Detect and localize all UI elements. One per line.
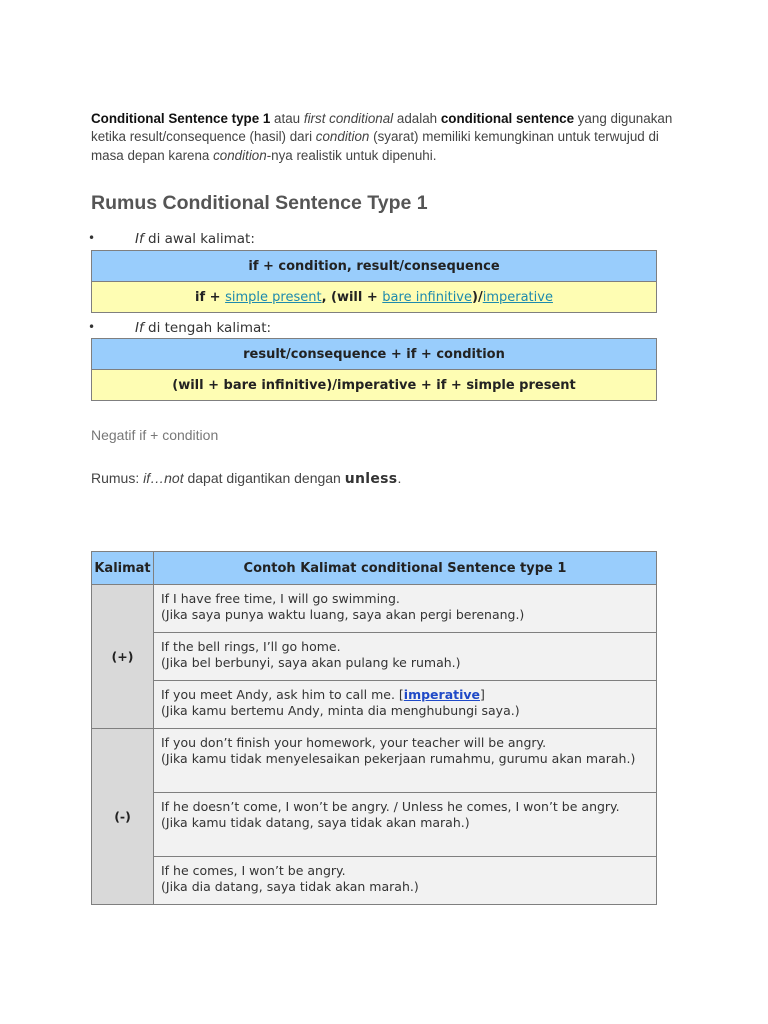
table-row [92,585,657,633]
bullet-dot: • [88,320,96,334]
example-cell: If I have free time, I will go swimming. (Jika saya punya waktu luang, saya akan pergi berenang.) [154,585,657,633]
table-row [92,793,657,857]
examples-header-row [92,552,657,585]
formula-header-row [92,339,657,370]
example-cell: If you meet Andy, ask him to call me. [imperative] (Jika kamu bertemu Andy, minta dia menghubungi saya.) [154,681,657,729]
bare-infinitive-link[interactable]: bare infinitive [382,289,472,305]
table-row [92,681,657,729]
bullet-text: If di awal kalimat: [135,231,255,247]
term-condition-2: condition [213,147,267,163]
examples-table [91,551,657,905]
example-cell: If you don’t finish your homework, your teacher will be angry. (Jika kamu tidak menyelesaikan pekerjaan rumahmu, gurumu akan marah.) [154,729,657,793]
example-cell: If he comes, I won’t be angry. (Jika dia datang, saya tidak akan marah.) [154,857,657,905]
section-heading: Rumus Conditional Sentence Type 1 [91,192,428,214]
formula-body-cell: if + simple present, (will + bare infinitive)/imperative [92,282,657,313]
simple-present-link[interactable]: simple present [225,289,322,305]
formula-body-cell: (will + bare infinitive)/imperative + if + simple present [92,370,657,401]
formula-table-if-first [91,250,657,313]
header-kalimat: Kalimat [92,552,154,585]
group-positive: (+) [92,585,154,729]
imperative-example-link[interactable]: imperative [403,687,481,702]
term-conditional-type-1: Conditional Sentence type 1 [91,111,271,126]
formula-body-row [92,370,657,401]
formula-table-if-middle [91,338,657,401]
formula-header-cell: if + condition, result/consequence [92,251,657,282]
negatif-label: Negatif if + condition [91,427,219,443]
term-conditional-sentence: conditional sentence [440,111,575,126]
rumus-unless-line: Rumus: if…not dapat digantikan dengan unless. [91,470,402,487]
formula-header-row [92,251,657,282]
term-first-conditional: first conditional [303,111,394,126]
formula-header-cell: result/consequence + if + condition [92,339,657,370]
table-row [92,857,657,905]
bullet-text: If di tengah kalimat: [135,320,272,336]
table-row [92,729,657,793]
example-cell: If the bell rings, I’ll go home. (Jika bel berbunyi, saya akan pulang ke rumah.) [154,633,657,681]
example-cell: If he doesn’t come, I won’t be angry. / Unless he comes, I won’t be angry. (Jika kamu tidak datang, saya tidak akan marah.) [154,793,657,857]
header-contoh: Contoh Kalimat conditional Sentence type 1 [154,552,657,585]
table-row [92,633,657,681]
intro-paragraph: Conditional Sentence type 1 atau first conditional adalah conditional sentence yang digunakan ketika result/consequence (hasil) dari condition (syarat) memiliki kemungkinan untuk terwujud di masa depan karena condition-nya realistik untuk dipenuhi. [91,111,673,163]
term-condition: condition [315,129,370,145]
group-negative: (-) [92,729,154,905]
imperative-link[interactable]: imperative [482,289,553,305]
formula-body-row [92,282,657,313]
bullet-dot: • [88,231,96,245]
unless-keyword: unless [344,471,398,487]
